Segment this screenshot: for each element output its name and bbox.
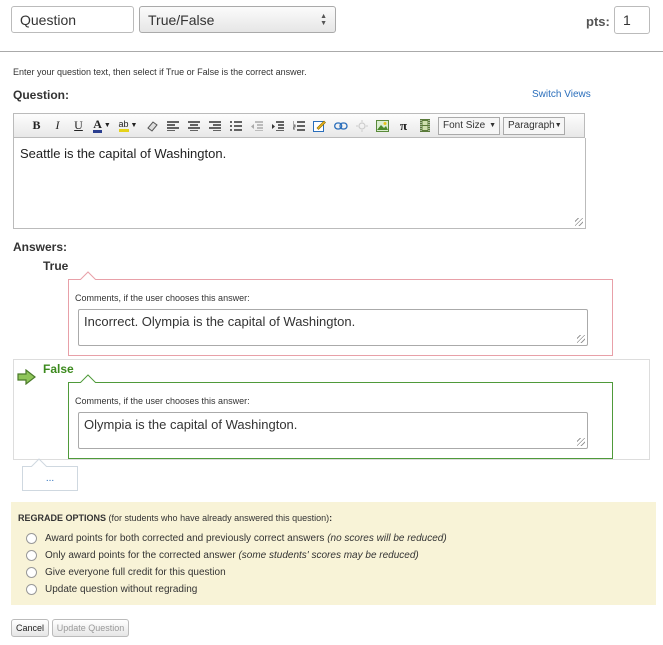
insert-media-button[interactable]: [414, 116, 435, 136]
chevron-down-icon: ▼: [103, 122, 111, 129]
regrade-option-label: Update question without regrading: [45, 584, 198, 595]
pts-input[interactable]: [614, 6, 650, 34]
answer-false-comment-box: [68, 382, 613, 459]
paragraph-select[interactable]: [503, 117, 565, 135]
question-name-input[interactable]: [11, 6, 134, 33]
bullet-list-icon: [230, 121, 242, 131]
highlight-icon: ab: [119, 119, 129, 132]
cancel-button[interactable]: [11, 619, 49, 637]
unlink-icon: [356, 120, 368, 132]
outdent-icon: [251, 121, 263, 131]
align-right-icon: [209, 121, 221, 131]
answer-false-comment-textarea[interactable]: [78, 412, 588, 449]
insert-image-button[interactable]: [372, 116, 393, 136]
header-divider: [0, 51, 663, 52]
select-arrows-icon: ▲ ▼: [320, 12, 327, 27]
chevron-down-icon: ▼: [554, 122, 562, 129]
edit-source-button[interactable]: [309, 116, 330, 136]
regrade-radio[interactable]: [26, 533, 37, 544]
regrade-option[interactable]: [26, 533, 447, 544]
answer-false-label[interactable]: False: [43, 362, 74, 376]
editor-toolbar: [13, 113, 585, 138]
unlink-button[interactable]: [351, 116, 372, 136]
regrade-option-label: Award points for both corrected and previously correct answers (no scores will be reduced): [45, 533, 447, 544]
update-question-button-label: Update Question: [56, 623, 125, 633]
numbered-list-button[interactable]: [288, 116, 309, 136]
link-icon: [334, 122, 348, 130]
resize-handle[interactable]: [575, 218, 583, 226]
regrade-option[interactable]: [26, 550, 419, 561]
question-name-value: Question: [20, 11, 77, 28]
regrade-title-suffix: (for students who have already answered this question): [108, 513, 330, 523]
regrade-radio[interactable]: [26, 584, 37, 595]
align-left-icon: [167, 121, 179, 131]
text-color-button[interactable]: [89, 116, 115, 136]
italic-button[interactable]: I: [55, 118, 60, 132]
answer-true-comment-textarea[interactable]: [78, 309, 588, 346]
answer-true-comment-text: Incorrect. Olympia is the capital of Washington.: [84, 314, 356, 329]
chevron-down-icon: ▼: [130, 122, 138, 129]
answer-true-comment-box: [68, 279, 613, 356]
pts-label: pts:: [586, 14, 610, 29]
more-comments-button[interactable]: [22, 466, 78, 491]
align-center-button[interactable]: [183, 116, 204, 136]
regrade-option-label: Only award points for the corrected answer (some students' scores may be reduced): [45, 550, 419, 561]
paragraph-label: Paragraph: [508, 120, 555, 131]
callout-pointer-icon: [80, 374, 96, 383]
numbered-list-icon: [293, 121, 305, 131]
eraser-icon: [146, 120, 158, 132]
pi-icon: π: [399, 117, 408, 133]
update-question-button[interactable]: [52, 619, 129, 637]
regrade-radio[interactable]: [26, 550, 37, 561]
question-editor[interactable]: [13, 138, 586, 229]
outdent-button[interactable]: [246, 116, 267, 136]
answers-label: Answers:: [13, 240, 68, 254]
highlight-color-button[interactable]: [115, 116, 141, 136]
film-icon: [420, 119, 430, 132]
regrade-option[interactable]: [26, 584, 197, 595]
answer-false-comments-label: Comments, if the user chooses this answer:: [75, 396, 250, 406]
font-size-label: Font Size: [443, 120, 486, 131]
answer-false-comment-text: Olympia is the capital of Washington.: [84, 417, 298, 432]
question-label: Question:: [13, 88, 69, 102]
regrade-title: [18, 513, 332, 523]
callout-pointer-icon: [31, 458, 47, 467]
resize-handle[interactable]: [577, 438, 585, 446]
callout-pointer-icon: [80, 271, 96, 280]
underline-button[interactable]: U: [74, 118, 83, 132]
text-color-icon: A: [93, 117, 102, 131]
regrade-radio[interactable]: [26, 567, 37, 578]
bold-button[interactable]: B: [32, 118, 41, 132]
regrade-title-label: REGRADE OPTIONS: [18, 513, 107, 523]
regrade-option-label: Give everyone full credit for this question: [45, 567, 226, 578]
question-text: Seattle is the capital of Washington.: [20, 146, 227, 161]
more-comments-text: ...: [45, 473, 55, 484]
instructions-text: Enter your question text, then select if True or False is the correct answer.: [13, 67, 307, 77]
question-type-select[interactable]: [139, 6, 336, 33]
cancel-button-label: Cancel: [15, 623, 44, 633]
regrade-option[interactable]: [26, 567, 226, 578]
pts-value: 1: [623, 12, 631, 28]
answer-true-comments-label: Comments, if the user chooses this answer:: [75, 293, 250, 303]
image-icon: [376, 120, 389, 132]
bullet-list-button[interactable]: [225, 116, 246, 136]
align-center-icon: [188, 121, 200, 131]
insert-math-button[interactable]: [393, 116, 414, 136]
indent-icon: [272, 121, 284, 131]
switch-views-link[interactable]: Switch Views: [532, 89, 591, 100]
align-left-button[interactable]: [162, 116, 183, 136]
indent-button[interactable]: [267, 116, 288, 136]
clear-formatting-button[interactable]: [141, 116, 162, 136]
answer-true-label[interactable]: True: [43, 259, 69, 273]
regrade-title-colon: :: [329, 513, 333, 523]
align-right-button[interactable]: [204, 116, 225, 136]
question-type-value: True/False: [148, 11, 215, 28]
chevron-down-icon: ▼: [489, 122, 496, 129]
correct-answer-arrow-icon[interactable]: [17, 369, 37, 385]
resize-handle[interactable]: [577, 335, 585, 343]
edit-icon: [313, 120, 326, 132]
font-size-select[interactable]: [438, 117, 500, 135]
insert-link-button[interactable]: [330, 116, 351, 136]
